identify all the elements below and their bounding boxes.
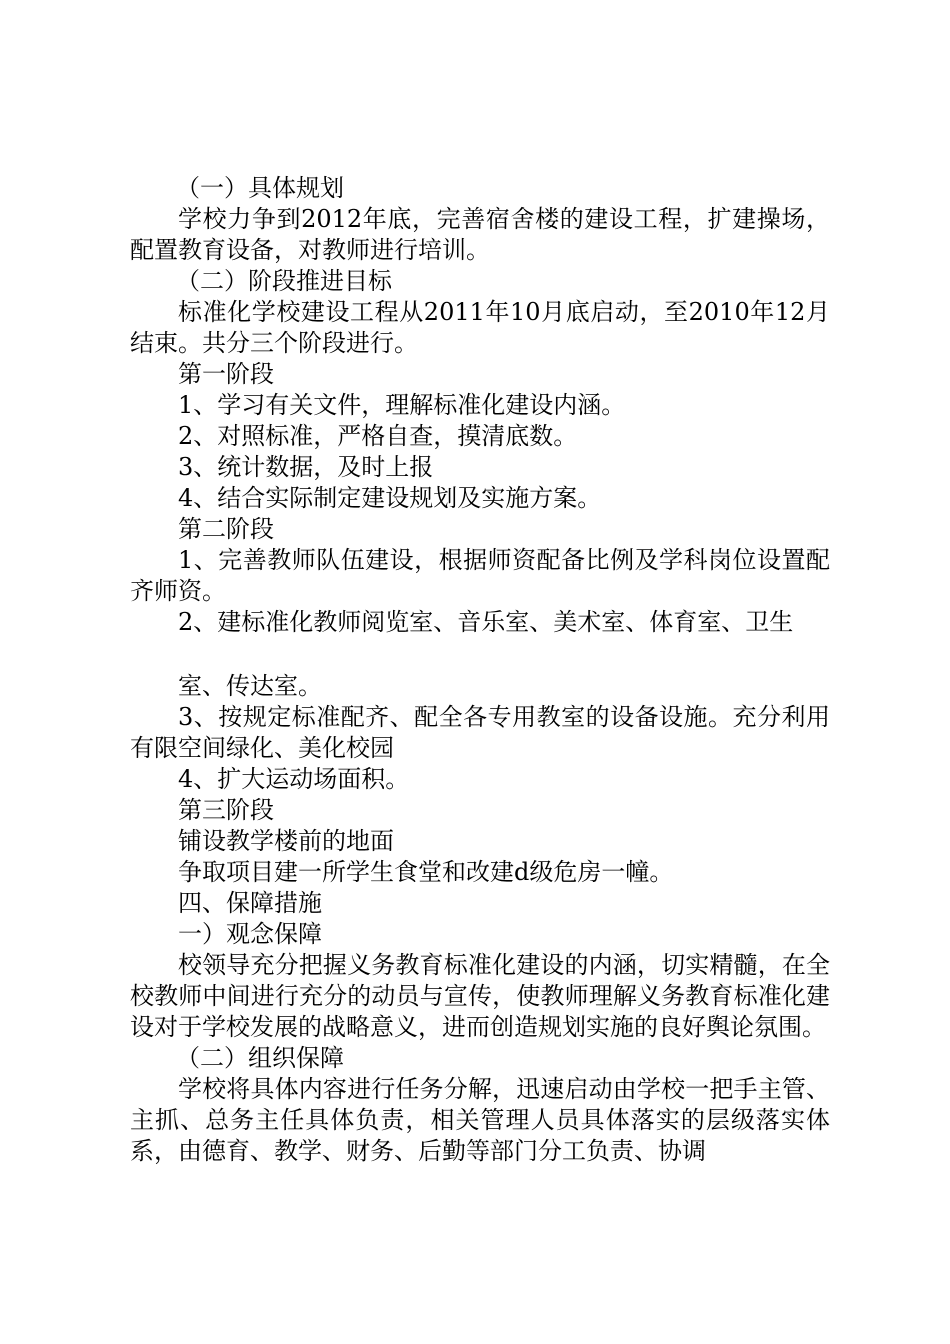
list-item-stage-one-4: 4、结合实际制定建设规划及实施方案。 (178, 484, 602, 512)
list-item-stage-one-3: 3、统计数据，及时上报 (178, 453, 434, 481)
list-item-stage-one-2: 2、对照标准，严格自查，摸清底数。 (178, 422, 578, 450)
paragraph-timeline: 标准化学校建设工程从2011年10月底启动，至2010年12月结束。共分三个阶段进行。 (130, 298, 830, 357)
heading-safeguard-measures: 四、保障措施 (178, 889, 322, 917)
list-item-stage-two-2-continued: 室、传达室。 (178, 672, 322, 700)
paragraph-organization-guarantee: 学校将具体内容进行任务分解，迅速启动由学校一把手主管、主抓、总务主任具体负责，相关管理人员具体落实的层级落实体系，由德育、教学、财务、后勤等部门分工负责、协调 (130, 1075, 830, 1165)
heading-specific-plan: （一）具体规划 (176, 174, 344, 202)
list-item-stage-two-4: 4、扩大运动场面积。 (178, 765, 410, 793)
list-item-stage-one-1: 1、学习有关文件，理解标准化建设内涵。 (178, 391, 626, 419)
heading-stage-goals: （二）阶段推进目标 (176, 267, 392, 295)
list-item-stage-three-1: 铺设教学楼前的地面 (178, 827, 394, 855)
heading-stage-two: 第二阶段 (178, 515, 274, 543)
document-body (130, 173, 830, 1167)
paragraph-concept-guarantee: 校领导充分把握义务教育标准化建设的内涵，切实精髓，在全校教师中间进行充分的动员与宣传，使教师理解义务教育标准化建设对于学校发展的战略意义，进而创造规划实施的良好舆论氛围。 (130, 951, 830, 1041)
list-item-stage-two-3: 3、按规定标准配齐、配全各专用教室的设备设施。充分利用有限空间绿化、美化校园 (130, 703, 830, 762)
heading-organization-guarantee: （二）组织保障 (176, 1044, 344, 1072)
list-item-stage-two-1: 1、完善教师队伍建设，根据师资配备比例及学科岗位设置配齐师资。 (130, 546, 830, 605)
heading-stage-three: 第三阶段 (178, 796, 274, 824)
heading-concept-guarantee: 一）观念保障 (178, 920, 322, 948)
list-item-stage-two-2: 2、建标准化教师阅览室、音乐室、美术室、体育室、卫生 (178, 608, 794, 636)
heading-stage-one: 第一阶段 (178, 360, 274, 388)
paragraph-plan-detail: 学校力争到2012年底，完善宿舍楼的建设工程，扩建操场，配置教育设备，对教师进行培训。 (130, 205, 830, 264)
list-item-stage-three-2: 争取项目建一所学生食堂和改建d级危房一幢。 (178, 858, 674, 886)
